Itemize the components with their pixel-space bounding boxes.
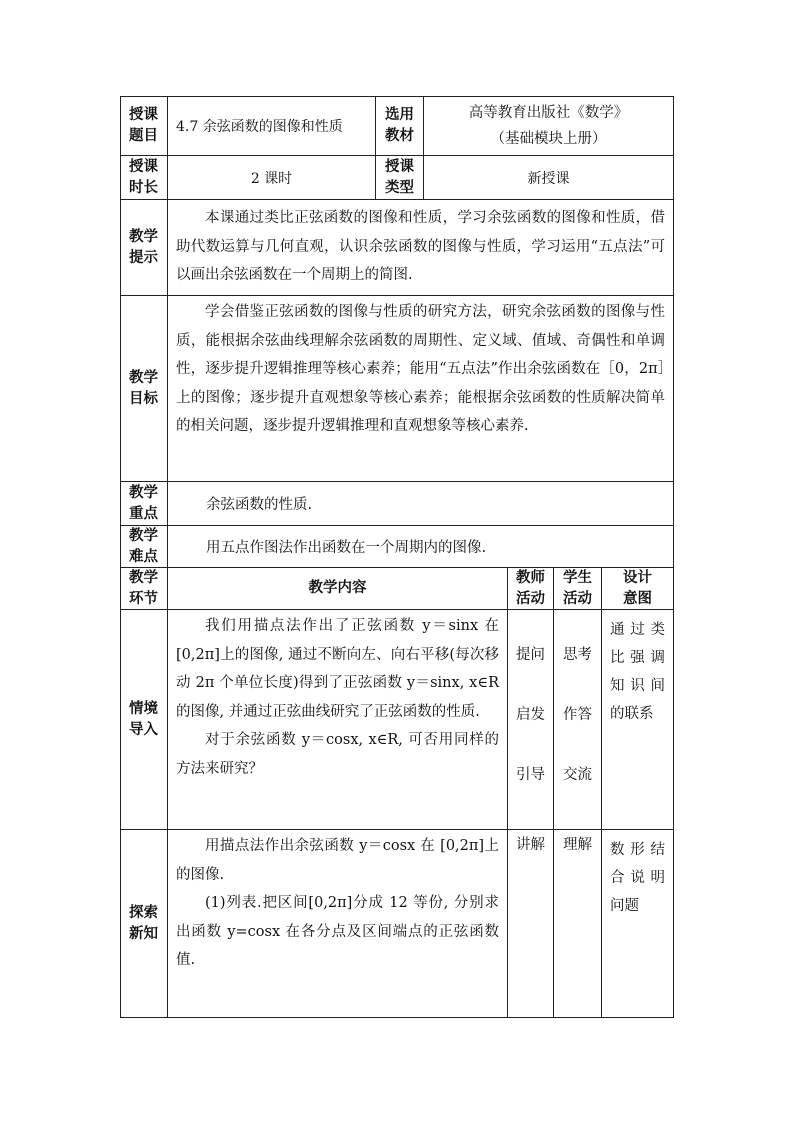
section-content xyxy=(168,610,508,830)
hints-paragraph: 本课通过类比正弦函数的图像和性质，学习余弦函数的图像和性质，借助代数运算与几何直观，认识余弦函数的图像与性质，学习运用“五点法”可以画出余弦函数在一个周期上的简图. xyxy=(176,210,665,283)
design-line: 通过类 xyxy=(610,622,665,638)
design-line: 比强调 xyxy=(610,650,665,666)
header-student xyxy=(554,568,602,610)
label-line: 教学 xyxy=(129,569,158,586)
paragraph-group xyxy=(176,832,499,975)
lesson-plan-table xyxy=(120,96,674,1018)
lesson-type-label xyxy=(376,156,424,200)
label-line: 提示 xyxy=(129,249,158,266)
textbook-line: （基础模块上册） xyxy=(490,130,607,147)
objectives-paragraph: 学会借鉴正弦函数的图像与性质的研究方法，研究余弦函数的图像与性质，能根据余弦曲线理解余弦函数的周期性、定义域、值域、奇偶性和单调性，逐步提升逻辑推理等核心素养；能用“五点法”作出余弦函数在［0，2π］上的图像；逐步提升直观想象等核心素养；能根据余弦函数的性质解决简单的相关问题，逐步提升逻辑推理和直观想象等核心素养. xyxy=(176,304,665,434)
section-teacher-activity xyxy=(508,610,554,830)
duration-label xyxy=(120,156,168,200)
label-line: 设计 xyxy=(623,569,652,586)
label-line: 教学 xyxy=(129,228,158,245)
activity-item: 提问 xyxy=(516,647,545,663)
design-line: 问题 xyxy=(610,898,639,914)
label-line: 情境 xyxy=(129,700,158,717)
activity-item: 思考 xyxy=(563,647,592,663)
textbook-line: 高等教育出版社《数学》 xyxy=(468,104,629,121)
design-line: 合说明 xyxy=(610,870,665,886)
section-design-intent xyxy=(602,610,674,830)
teaching-hints-label xyxy=(120,200,168,296)
section-stage xyxy=(120,830,168,1018)
textbook-value xyxy=(424,96,674,156)
label-line: 教师 xyxy=(516,569,545,586)
activity-item: 引导 xyxy=(516,767,545,783)
activity-item: 启发 xyxy=(516,707,545,723)
section-stage xyxy=(120,610,168,830)
course-topic-value: 4.7 余弦函数的图像和性质 xyxy=(168,96,376,156)
difficulties-label xyxy=(120,526,168,568)
header-stage xyxy=(120,568,168,610)
label-line: 学生 xyxy=(563,569,592,586)
activity-item: 作答 xyxy=(563,707,592,723)
design-line: 数形结 xyxy=(610,842,665,858)
header-design xyxy=(602,568,674,610)
activity-item: 理解 xyxy=(563,837,592,853)
section-student-activity xyxy=(554,610,602,830)
key-points-text: 余弦函数的性质. xyxy=(168,482,674,526)
header-content: 教学内容 xyxy=(168,568,508,610)
label-line: 环节 xyxy=(129,590,158,607)
teaching-hints-text xyxy=(168,200,674,296)
label-line: 活动 xyxy=(563,590,592,607)
label-line: 类型 xyxy=(385,179,414,196)
content-paragraph: 用描点法作出余弦函数 y＝cosx 在 [0,2π]上的图像. xyxy=(176,838,499,883)
section-content xyxy=(168,830,508,1018)
label-line: 导入 xyxy=(129,721,158,738)
content-paragraph: 我们用描点法作出了正弦函数 y＝sinx 在[0,2π]上的图像, 通过不断向左、向右平移(每次移动 2π 个单位长度)得到了正弦函数 y＝sinx, x∈R 的图像, 并通过正弦曲线研究了正弦函数的性质. xyxy=(176,618,499,720)
design-line: 知识间 xyxy=(610,678,665,694)
section-design-intent xyxy=(602,830,674,1018)
objectives-text xyxy=(168,296,674,482)
content-paragraph: (1)列表.把区间[0,2π]分成 12 等份, 分别求出函数 y=cosx 在各分点及区间端点的正弦函数值. xyxy=(176,895,499,968)
label-line: 难点 xyxy=(129,548,158,565)
lesson-type-value: 新授课 xyxy=(424,156,674,200)
label-line: 教学 xyxy=(129,369,158,386)
content-paragraph: 对于余弦函数 y＝cosx, x∈R, 可否用同样的方法来研究？ xyxy=(176,732,499,777)
design-line: 的联系 xyxy=(610,706,654,722)
header-teacher xyxy=(508,568,554,610)
label-line: 教学 xyxy=(129,527,158,544)
label-line: 重点 xyxy=(129,505,158,522)
objectives-label xyxy=(120,296,168,482)
duration-value: 2 课时 xyxy=(168,156,376,200)
label-line: 选用 xyxy=(385,106,414,123)
label-line: 目标 xyxy=(129,390,158,407)
key-points-label xyxy=(120,482,168,526)
section-teacher-activity xyxy=(508,830,554,1018)
activity-item: 讲解 xyxy=(516,837,545,853)
label-line: 活动 xyxy=(516,590,545,607)
difficulties-text: 用五点作图法作出函数在一个周期内的图像. xyxy=(168,526,674,568)
label-line: 教材 xyxy=(385,127,414,144)
label-line: 教学 xyxy=(129,484,158,501)
paragraph-group xyxy=(176,612,499,783)
label-line: 题目 xyxy=(129,127,158,144)
textbook-label xyxy=(376,96,424,156)
course-topic-label xyxy=(120,96,168,156)
label-line: 授课 xyxy=(129,106,158,123)
label-line: 意图 xyxy=(623,590,652,607)
label-line: 新知 xyxy=(129,925,158,942)
label-line: 授课 xyxy=(385,158,414,175)
activity-item: 交流 xyxy=(563,767,592,783)
section-student-activity xyxy=(554,830,602,1018)
label-line: 时长 xyxy=(129,179,158,196)
label-line: 授课 xyxy=(129,158,158,175)
label-line: 探索 xyxy=(129,904,158,921)
